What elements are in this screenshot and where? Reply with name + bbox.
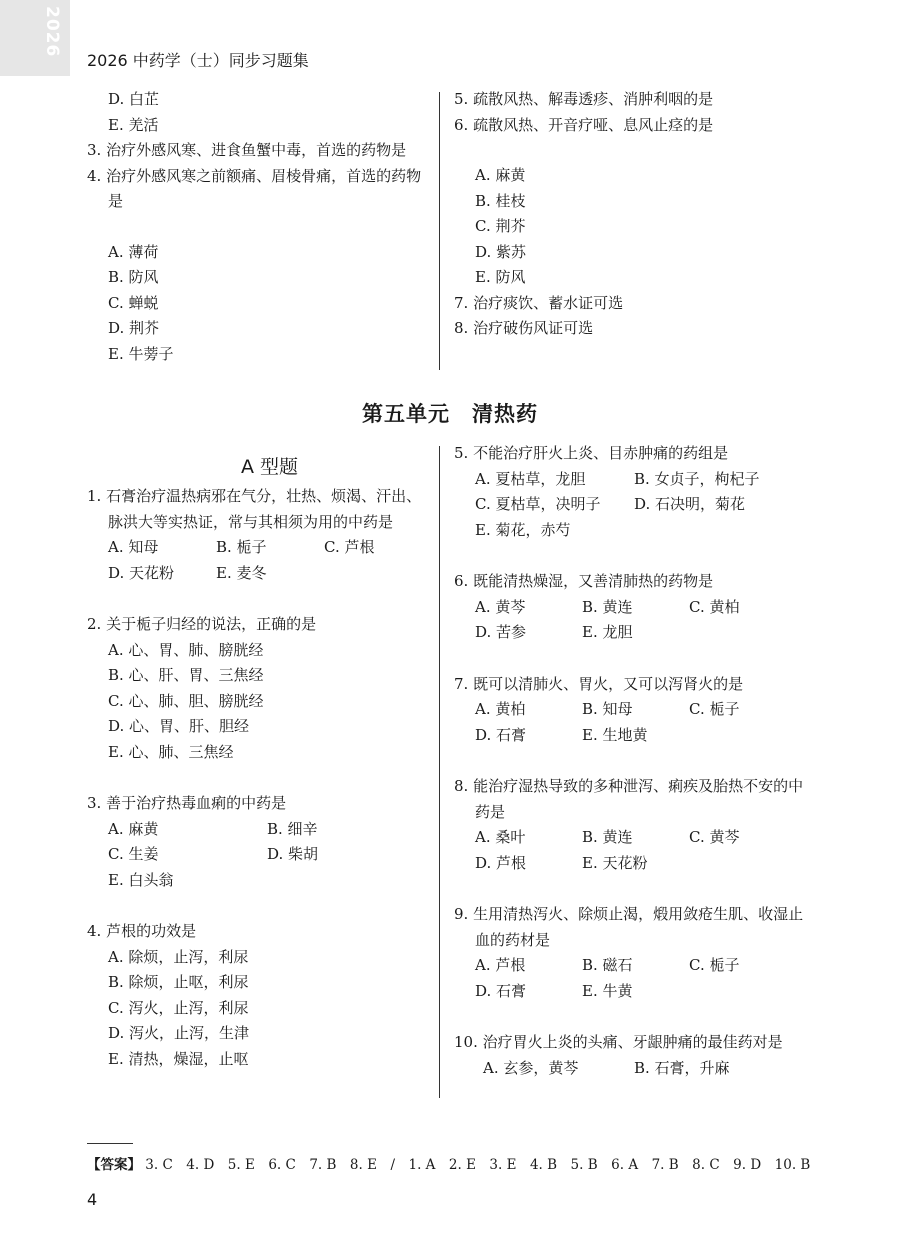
option: C. 夏枯草，决明子 xyxy=(475,495,601,513)
option: B. 细辛 xyxy=(267,819,318,838)
page-number: 4 xyxy=(87,1190,98,1209)
lower-right-column xyxy=(454,441,804,1081)
option: E. 菊花，赤芍 xyxy=(475,520,571,539)
option: C. 黄芩 xyxy=(689,828,740,846)
option: E. 白头翁 xyxy=(108,870,174,889)
column-divider xyxy=(439,92,440,370)
option: A. 玄参，黄芩 xyxy=(483,1058,579,1077)
option: A. 芦根 xyxy=(475,956,526,974)
option: C. 荆芥 xyxy=(475,217,526,235)
option: C. 心、肺、胆、膀胱经 xyxy=(108,691,264,710)
option: C. 生姜 xyxy=(108,845,159,863)
option: E. 防风 xyxy=(475,268,526,286)
option: A. 薄荷 xyxy=(108,242,159,261)
option: E. 麦冬 xyxy=(216,563,267,582)
option: C. 芦根 xyxy=(324,538,375,556)
question-stem: 6. 既能清热燥湿，又善清肺热的药物是 xyxy=(454,572,714,590)
option: A. 知母 xyxy=(108,538,159,556)
book-title: 2026 中药学（士）同步习题集 xyxy=(87,51,309,70)
top-right-column xyxy=(454,87,804,342)
option: D. 苦参 xyxy=(475,623,527,641)
option: C. 栀子 xyxy=(689,700,740,718)
footnote-rule xyxy=(87,1143,133,1144)
option: D. 石膏 xyxy=(475,725,527,744)
question-stem: 7. 既可以清肺火、胃火，又可以泻肾火的是 xyxy=(454,674,744,693)
option: B. 除烦，止呕，利尿 xyxy=(108,973,249,991)
question-stem: 3. 治疗外感风寒、进食鱼蟹中毒，首选的药物是 xyxy=(87,141,407,159)
option: B. 女贞子，枸杞子 xyxy=(634,469,760,488)
option: E. 心、肺、三焦经 xyxy=(108,742,234,761)
question-stem: 8. 能治疗湿热导致的多种泄泻、痢疾及胎热不安的中药是 xyxy=(454,777,804,821)
option: E. 牛黄 xyxy=(582,981,633,1000)
answer-key-label: 【答案】 xyxy=(87,1157,141,1173)
option: D. 石决明，菊花 xyxy=(634,495,746,513)
option: E. 清热，燥湿，止呕 xyxy=(108,1049,249,1068)
option: D. 泻火，止泻，生津 xyxy=(108,1024,250,1042)
question-stem: 3. 善于治疗热毒血痢的中药是 xyxy=(87,794,287,812)
option: D. 荆芥 xyxy=(108,319,160,337)
question-stem: 8. 治疗破伤风证可选 xyxy=(454,319,594,337)
option: D. 柴胡 xyxy=(267,845,319,863)
option: C. 蝉蜕 xyxy=(108,293,159,312)
option: A. 麻黄 xyxy=(475,166,526,184)
option: C. 黄柏 xyxy=(689,597,740,616)
question-stem: 9. 生用清热泻火、除烦止渴，煅用敛疮生肌、收湿止血的药材是 xyxy=(454,905,804,949)
option: E. 生地黄 xyxy=(582,725,648,744)
column-divider xyxy=(439,446,440,1098)
option: A. 黄芩 xyxy=(475,597,526,616)
option: D. 白芷 xyxy=(108,90,160,108)
answer-key xyxy=(87,1153,810,1173)
option: E. 牛蒡子 xyxy=(108,344,174,363)
option: B. 磁石 xyxy=(582,956,633,974)
question-stem: 4. 芦根的功效是 xyxy=(87,922,197,940)
option: B. 黄连 xyxy=(582,828,633,846)
option: B. 防风 xyxy=(108,268,159,286)
question-stem: 5. 不能治疗肝火上炎、目赤肿痛的药组是 xyxy=(454,444,729,462)
option: E. 龙胆 xyxy=(582,623,633,641)
top-left-column xyxy=(87,87,427,367)
option: A. 麻黄 xyxy=(108,819,159,838)
answer-key-text: 3. C 4. D 5. E 6. C 7. B 8. E / 1. A 2. E 3. E 4. B 5. B 6. A 7. B 8. C 9. D 10. B xyxy=(145,1157,811,1173)
option: C. 栀子 xyxy=(689,956,740,974)
section-heading: A 型题 xyxy=(240,456,299,478)
option: D. 紫苏 xyxy=(475,242,527,261)
question-stem: 1. 石膏治疗温热病邪在气分，壮热、烦渴、汗出、脉洪大等实热证，常与其相须为用的中药是 xyxy=(87,487,422,531)
question-stem: 6. 疏散风热、开音疗哑、息风止痉的是 xyxy=(454,115,714,134)
option: A. 心、胃、肺、膀胱经 xyxy=(108,640,264,659)
year-tab: 2026 xyxy=(0,0,70,76)
option: B. 黄连 xyxy=(582,597,633,616)
option: B. 心、肝、胃、三焦经 xyxy=(108,666,264,684)
option: C. 泻火，止泻，利尿 xyxy=(108,998,249,1017)
option: B. 知母 xyxy=(582,700,633,718)
option: B. 栀子 xyxy=(216,538,267,556)
option: E. 天花粉 xyxy=(582,853,648,872)
question-stem: 7. 治疗痰饮、蓄水证可选 xyxy=(454,293,624,312)
option: D. 天花粉 xyxy=(108,563,175,582)
unit-title: 第五单元 清热药 xyxy=(362,401,538,426)
option: B. 石膏，升麻 xyxy=(634,1058,730,1077)
option: D. 心、胃、肝、胆经 xyxy=(108,717,250,735)
option: A. 桑叶 xyxy=(475,828,526,846)
option: B. 桂枝 xyxy=(475,191,526,210)
lower-left-column xyxy=(87,450,432,1072)
option: D. 石膏 xyxy=(475,981,527,1000)
question-stem: 2. 关于栀子归经的说法，正确的是 xyxy=(87,615,317,633)
question-stem: 10. 治疗胃火上炎的头痛、牙龈肿痛的最佳药对是 xyxy=(454,1033,783,1051)
option: E. 羌活 xyxy=(108,115,159,134)
question-stem: 4. 治疗外感风寒之前额痛、眉棱骨痛，首选的药物是 xyxy=(87,166,422,210)
option: A. 除烦，止泻，利尿 xyxy=(108,947,249,966)
option: D. 芦根 xyxy=(475,853,527,872)
option: A. 黄柏 xyxy=(475,700,526,718)
option: A. 夏枯草，龙胆 xyxy=(475,469,586,488)
question-stem: 5. 疏散风热、解毒透疹、消肿利咽的是 xyxy=(454,90,714,108)
